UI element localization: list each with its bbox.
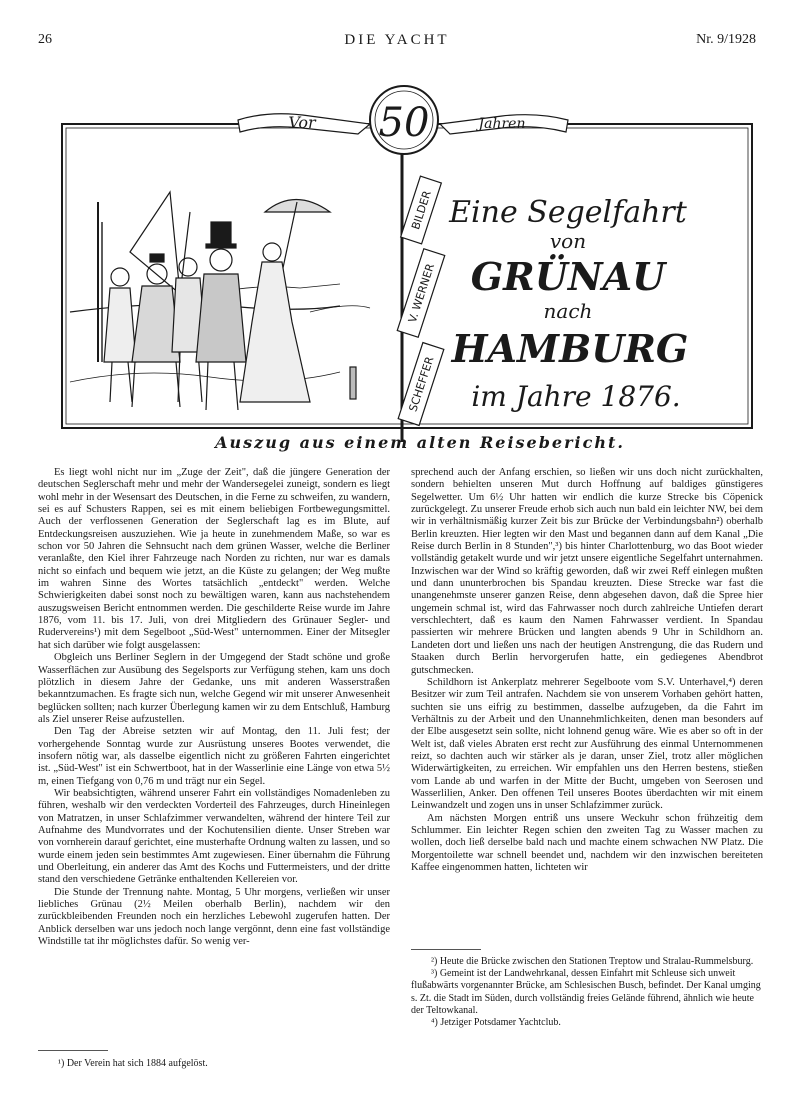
title-line-5: HAMBURG [451, 326, 689, 371]
paragraph: Den Tag der Abreise setzten wir auf Montag, den 11. Juli fest; der vorhergehende Sonntag wurde zur Ausrüstung unseres Bootes verwendet, die insofern nötig war, als dasselbe eigentlich nicht zu größeren Fahrten eingerichtet ist. „Süd-West" ist ein Schwertboot, hat in der Wasserlinie eine Länge von etwa 5½ m, einen Tiefgang von 0,76 m und trägt nur ein Segel. [38, 726, 390, 787]
title-line-4: nach [543, 299, 593, 323]
paragraph: Die Stunde der Trennung nahte. Montag, 5 Uhr morgens, verließen wir unser liebliches Grünau (2½ Meilen oberhalb Berlin), nachdem wir den zurückbleibenden Freunden noch ein herzliches Lebewohl zugerufen hatten. Der Anblick derselben war uns jedoch noch lange vergönnt, denn eine fast vollständige Windstille tat ihr möglichstes dafür. So wenig ver- [38, 886, 390, 948]
anniversary-emblem [370, 86, 438, 154]
illustration-subtitle: Auszug aus einem alten Reisebericht. [215, 433, 625, 452]
banner-left-text: Vor [288, 113, 316, 132]
title-line-2: von [549, 229, 587, 253]
banner-right-text: Jahren [478, 116, 526, 132]
post-word-werner: V. WERNER [405, 261, 438, 325]
page-number: 26 [38, 32, 52, 47]
footnote-rule [38, 1050, 108, 1051]
page-header [38, 32, 756, 52]
banner-right [440, 115, 568, 134]
paragraph: sprechend auch der Anfang erschien, so ließen wir uns doch nicht zurückhalten, sondern behielten unseren Mut durch Hoffnung auf baldiges günstigeres Segelwetter. Um 6½ Uhr hatten wir endlich die kurze Strecke bis Cöpenick zurückgelegt. Zu unserer Freude erhob sich auch nun bald ein leichter NW, bei dem wir in verhältnismäßig kurzer Zeit bis zur Brücke der Verbindungsbahn²) oberhalb Berlin kreuzten. Hier legten wir den Mast und begannen dann auf dem Kanal „Die Reise durch Berlin in 8 Stunden",³) bis hinter Charlottenburg, wo das Boot wieder vollständig getakelt wurde und wir jetzt unsere eigentliche Segelfahrt unternahmen. Inzwischen war der Wind so kräftig geworden, daß wir zwei Reff einlegen mußten und dann ununterbrochen bis Spandau kreuzten. Diese Strecke war fast die unangenehmste unserer ganzen Reise, denn abgesehen davon, daß die Spree hier ungemein schmal ist, wird das Fahrwasser noch durch zahlreiche Untiefen derart verschlechtert, daß es kaum den Namen Fahrwasser verdient. In Spandau passierten wir mehrere Brücken und langten abends 9 Uhr in Schildhorn an. Landeten dort und ließen uns nach der heutigen Anstrengung, die das Rudern und Staaken durch Berlin hervorgerufen hatte, ein gediegenes Abendbrot gutschmecken. [411, 467, 763, 676]
footnote: ¹) Der Verein hat sich 1884 aufgelöst. [58, 1058, 208, 1069]
signpost [397, 154, 444, 442]
paragraph: Obgleich uns Berliner Seglern in der Umgegend der Stadt schöne und große Wasserflächen zur Ausübung des Segelsports zur Verfügung stehen, kam uns doch plötzlich in diesem Jahre der Gedanke, uns mit anderen Wasserstraßen bekanntzumachen. Es fragte sich nun, welche Gegend wir mit unserer Anwesenheit beglücken sollten; nach kurzer Überlegung kamen wir zu dem Entschluß, Hamburg als Ziel unserer Reise aufzustellen. [38, 652, 390, 725]
title-line-1: Eine Segelfahrt [449, 195, 687, 230]
figures-scene [70, 192, 370, 410]
footnote: ⁴) Jetziger Potsdamer Yachtclub. [431, 1017, 561, 1029]
title-line-3: GRÜNAU [470, 254, 666, 299]
post-word-scheffer: SCHEFFER [406, 354, 437, 414]
paragraph: Wir beabsichtigten, während unserer Fahrt ein vollständiges Nomadenleben zu führen, weshalb wir den verdeckten Vorderteil des Fahrzeuges, durch Hineinlegen von Matratzen, in unser Schlafzimmer verwandelten, während der hintere Teil zur Aufnahme des Mundvorrates und der Kochutensilien diente. Unser Streben war von vornherein darauf gerichtet, eine musterhafte Ordnung walten zu lassen, und so wurde einem jeden sein bestimmtes Amt zugewiesen. Einer übernahm die Führung und Oberleitung, ein anderer das Amt des Kochs und Futtermeisters, und der dritte stand den verschiedene Getränke enthaltenden Kellereien vor. [38, 787, 390, 886]
title-illustration [40, 62, 762, 458]
title-line-6: im Jahre 1876. [471, 380, 681, 413]
paragraph: Am nächsten Morgen entriß uns unsere Weckuhr schon frühzeitig dem Schlummer. Ein leichter Regen schien den zweiten Tag zu Wasser machen zu wollen, doch ließ derselbe bald nach und machte einem schwachen NW Platz. Die Morgentoilette war schnell beendet und, nachdem wir den inzwischen bereiteten Kaffee eingenommen hatten, lichteten wir [411, 812, 763, 873]
left-column [38, 467, 390, 948]
issue-number: Nr. 9/1928 [696, 32, 756, 47]
right-column [411, 467, 763, 874]
post-word-bilder: BILDER [409, 189, 434, 232]
paragraph: Schildhorn ist Ankerplatz mehrerer Segelboote vom S.V. Unterhavel,⁴) deren Besitzer wir zum Teil antrafen. Nachdem sie von unserem Vorhaben gehört hatten, suchten sie uns eifrig zu bestimmen, dasselbe aufzugeben, da die Fahrt im Verhältnis zu der Arbeit und den Unannehmlichkeiten, denen man besonders auf der Elbe ausgesetzt sein sollte, nicht lohnend genug wäre. Wie es aber so oft in der Welt ist, daß vieles Abraten erst recht zur Ausführung des einmal Unternommenen reizt, so dachten auch wir stärker als je daran, unser Ziel, trotz aller möglichen Widerwärtigkeiten, zu erreichen. Wir empfahlen uns den Herren bestens, stießen vom Lande ab und warfen in der Mitte der Bucht, umgeben von Seerosen und Wasserlilien, Anker. Den offenen Teil unseres Bootes überdachten wir mit einem Leinwandzelt und zogen uns in unser Schlafzimmer zurück. [411, 676, 763, 812]
paragraph: Es liegt wohl nicht nur im „Zuge der Zeit", daß die jüngere Generation der deutschen Seglerschaft mehr und mehr der Wandersegelei zuneigt, sondern es liegt wohl mehr in der Wesensart des Deutschen, in die Ferne zu schweifen, zu wandern, sei es auf Schusters Rappen, sei es mit einem beliebigen Fortbewegungsmittel. Auch der verflossenen Generation der Seglerschaft lag es im Blute, auf Entdeckungsreisen auszuziehen. Wie ja heute in zunehmendem Maße, so war es schon vor 50 Jahren die Sehnsucht nach dem grünen Wasser, welche die Berliner veranlaßte, den Kiel ihrer Fahrzeuge nach Norden zu richten, nur war es damals nicht so einfach und bequem wie jetzt, an die Küste zu gelangen; der Weg mußte im wahren Sinne des Wortes tatsächlich „entdeckt" werden. Welche Schwierigkeiten dabei sonst noch zu bewältigen waren, kann aus nachstehendem auszugsweisen Bericht entnommen werden. Die geschilderte Reise wurde im Jahre 1876, vom 11. bis 17. Juli, von drei Mitgliedern des Grünauer Segler- und Rudervereins¹) mit dem Segelboot „Süd-West" unternommen. Einer der Mitsegler hat sich darüber wie folgt ausgelassen: [38, 467, 390, 651]
footnote-rule [411, 949, 481, 950]
footnote: ³) Gemeint ist der Landwehrkanal, dessen Einfahrt mit Schleuse sich unweit flußabwärts vorgenannter Brücke, am Schlesischen Busch, befindet. Der Kanal umging s. Zt. die Stadt im Süden, durch vollständig freies Gelände führend, ähnlich wie heute der Teltowkanal. [411, 968, 761, 1016]
title-block [448, 195, 688, 413]
footnote: ²) Heute die Brücke zwischen den Stationen Treptow und Stralau-Rummelsburg. [431, 956, 754, 967]
banner-left [238, 113, 370, 134]
journal-title: DIE YACHT [344, 32, 450, 48]
footnotes-right [411, 956, 763, 1029]
emblem-text: 50 [378, 100, 430, 146]
